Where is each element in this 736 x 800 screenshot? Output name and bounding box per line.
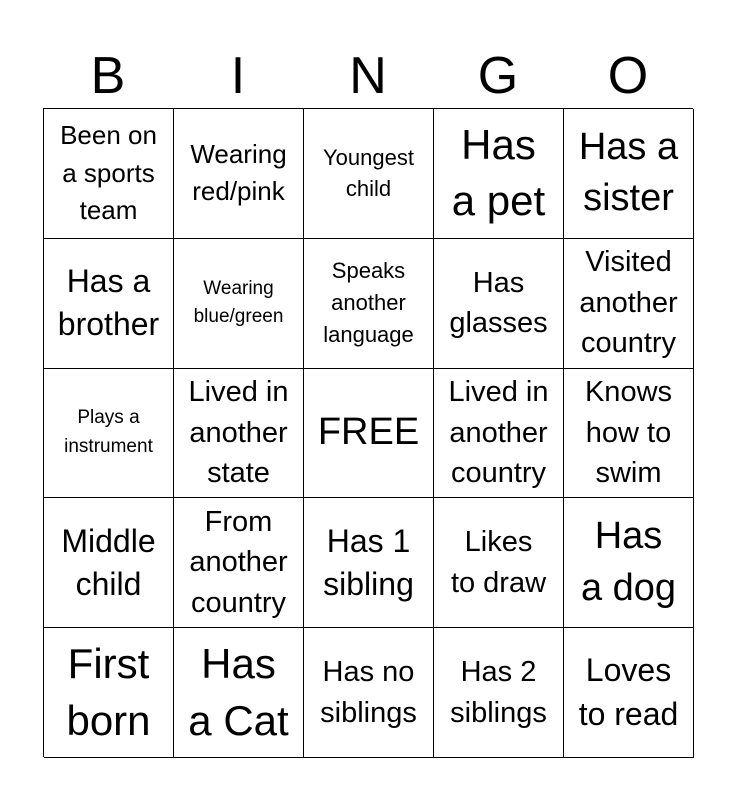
bingo-cell-r4-c5[interactable] [564,498,694,628]
cell-text: Has a pet [451,120,546,225]
bingo-cell-r3-c3[interactable] [304,369,434,499]
cell-text: Lived in another state [188,376,289,490]
cell-text: Youngest child [323,144,414,202]
bingo-cell-r2-c4[interactable] [434,239,564,369]
cell-text: Has a dog [580,515,677,609]
bingo-cell-r5-c1[interactable] [44,628,174,758]
header-letter-g: G [477,47,519,105]
bingo-cell-r3-c5[interactable] [564,369,694,499]
bingo-cell-r2-c5[interactable] [564,239,694,369]
cell-text: Has 2 siblings [450,655,547,729]
cell-text: Likes to draw [450,526,547,599]
bingo-cell-r1-c2[interactable] [174,109,304,239]
bingo-cell-r4-c1[interactable] [44,498,174,628]
bingo-cell-r5-c4[interactable] [434,628,564,758]
cell-text: Speaks another language [323,258,414,348]
bingo-cell-r5-c3[interactable] [304,628,434,758]
bingo-cell-r4-c3[interactable] [304,498,434,628]
header-letter-b: B [90,47,126,105]
cell-text: Has 1 sibling [323,522,414,602]
bingo-cell-r2-c3[interactable] [304,239,434,369]
cell-text: First born [66,639,151,744]
cell-text: Visited another country [579,246,678,360]
cell-text: Wearing blue/green [193,277,284,328]
bingo-cell-r4-c2[interactable] [174,498,304,628]
bingo-cell-r2-c1[interactable] [44,239,174,369]
bingo-header [43,44,693,108]
header-letter-n: N [349,47,387,105]
bingo-cell-r3-c4[interactable] [434,369,564,499]
cell-text: Middle child [61,522,156,602]
cell-text: Has no siblings [320,655,417,729]
cell-text: Been on a sports team [60,119,157,226]
cell-text: Lived in another country [448,376,549,490]
cell-text: Has a brother [57,263,160,343]
cell-text: Has a sister [578,126,679,220]
bingo-cell-r5-c2[interactable] [174,628,304,758]
cell-text: Plays a instrument [64,407,153,457]
bingo-cell-r3-c2[interactable] [174,369,304,499]
cell-text: From another country [189,505,288,620]
free-space: FREE [317,411,420,454]
cell-text: Loves to read [578,652,679,732]
bingo-cell-r1-c5[interactable] [564,109,694,239]
cell-text: Wearing red/pink [190,138,287,207]
header-letter-i: I [230,47,246,105]
bingo-cell-r3-c1[interactable] [44,369,174,499]
cell-text: Knows how to swim [584,376,673,490]
bingo-cell-r1-c1[interactable] [44,109,174,239]
bingo-cell-r5-c5[interactable] [564,628,694,758]
bingo-cell-r1-c3[interactable] [304,109,434,239]
bingo-board [43,108,693,757]
header-letter-o: O [607,47,649,105]
bingo-cell-r1-c4[interactable] [434,109,564,239]
bingo-cell-r4-c4[interactable] [434,498,564,628]
cell-text: Has glasses [449,266,548,340]
cell-text: Has a Cat [188,639,289,744]
bingo-cell-r2-c2[interactable] [174,239,304,369]
